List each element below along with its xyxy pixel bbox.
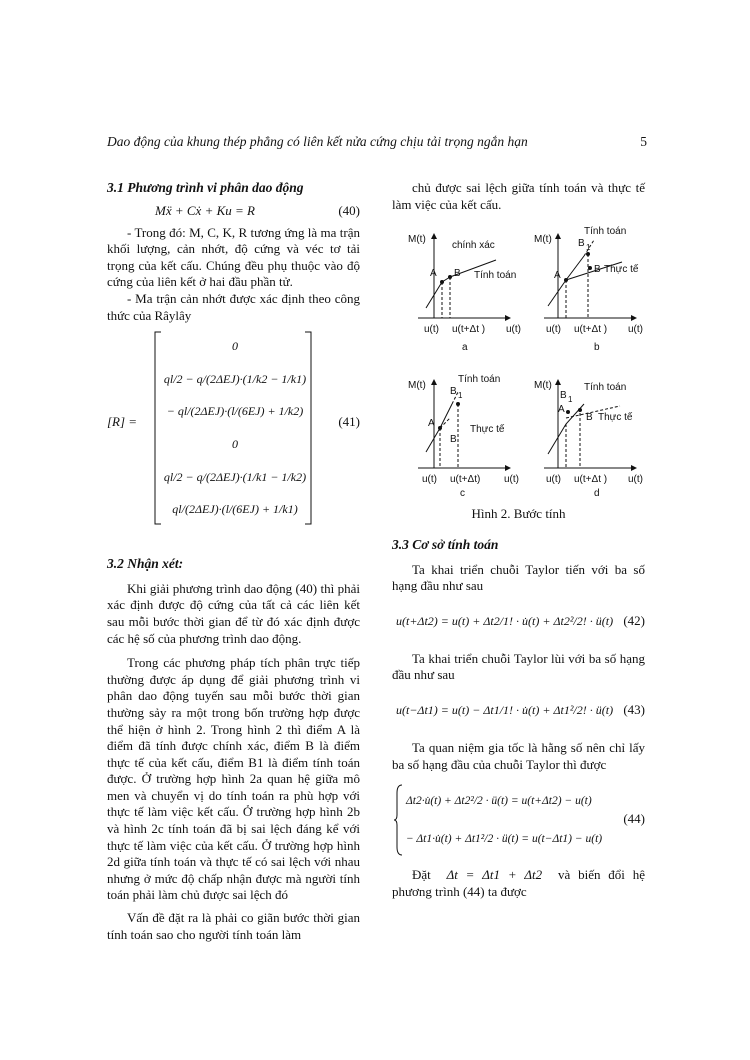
eq40-number: (40) [338, 202, 360, 218]
paragraph-remark-1: Khi giải phương trình dao động (40) thì phải xác định được độ cứng của tất cả các liên kết sau mỗi bước thời gian để từ đó xác định được các hệ số của phương trình dao động. [107, 580, 360, 646]
figure-caption: Hình 2. Bước tính [471, 506, 566, 521]
eq41-lhs: [R] = [107, 414, 138, 430]
equation-40 [107, 203, 360, 225]
eq44-number: (44) [623, 811, 645, 827]
panel-b-x2: u(t+Δt ) [574, 324, 608, 335]
page-number: 5 [640, 134, 647, 149]
subst-word: Đặt [412, 867, 431, 883]
eq44-brace [394, 783, 404, 857]
paragraph-taylor-forward: Ta khai triển chuỗi Taylor tiến với ba số hạng đầu như sau [392, 561, 645, 594]
panel-c-x2: u(t+Δt) [450, 474, 481, 485]
panel-c [408, 374, 519, 499]
matrix-row-3: − ql/(2ΔEJ)·(l/(6EJ) + 1/k2) [166, 404, 304, 419]
panel-c-x1: u(t) [422, 474, 437, 485]
panel-c-point-b: B [450, 434, 457, 445]
panel-a-ylabel: M(t) [408, 234, 426, 245]
panel-b-sub1: 1 [586, 243, 591, 252]
panel-b-x1: u(t) [546, 324, 561, 335]
panel-d-point-a: A [558, 404, 565, 415]
panel-a-exact-label: chính xác [452, 240, 495, 251]
panel-d-letter: d [594, 488, 600, 499]
matrix-row-6: ql/(2ΔEJ)·(l/(6EJ) + 1/k1) [172, 502, 298, 517]
panel-b-ylabel: M(t) [534, 234, 552, 245]
panel-d-point-b1: B [560, 390, 567, 401]
panel-a [408, 234, 521, 353]
section-3-2-title: 3.2 Nhận xét: [107, 556, 184, 572]
paragraph-remark-2: Trong các phương pháp tích phân trực tiếp thường được áp dụng để giải phương trình vi phân dao động tuyến sau mỗi bước thời gian thường sảy ra một trong bốn trường hợp được thể hiện ở hình 2. Trong hình 2 thì điểm A là điểm đã tính được chính xác, điểm B là điểm thực tế của kết cấu, điểm B1 là điểm tính toán được. Ở trường hợp hình 2a quan hệ giữa mô men và chuyển vị do tính toán ra phù hợp với thực tế làm việc kết cấu. Ở trường hợp hình 2b và hình 2c tính toán đã bị sai lệch đáng kể với thực tế làm việc của kết cấu. Ở trường hợp hình 2d giữa tính toán và thực tế có sai lệch với nhau nhưng ở mức độ chấp nhận được mà người tính toán phải làm chủ được sai lệch đó [107, 655, 360, 903]
paragraph-acceleration: Ta quan niệm gia tốc là hằng số nên chỉ lấy ba số hạng đầu của chuỗi Taylor thì được [392, 739, 645, 772]
panel-a-x2: u(t+Δt ) [452, 324, 486, 335]
panel-c-calc-label: Tính toán [458, 374, 501, 385]
paragraph-matrices: - Trong đó: M, C, K, R tương ứng là ma trận khối lượng, cản nhớt, độ cứng và véc tơ tải trọng của kết cấu. Chúng đều phụ thuộc vào độ cứng của liên kết ở hai đầu phần tử. [107, 224, 360, 290]
panel-c-point-a: A [428, 418, 435, 429]
eq44-line-1: Δt2·u̇(t) + Δt2²/2 · ü(t) = u(t+Δt2) − u(t) [406, 795, 592, 808]
panel-a-x1: u(t) [424, 324, 439, 335]
paragraph-rayleigh: - Ma trận cản nhớt được xác định theo công thức của Râylây [107, 290, 360, 323]
eq42-number: (42) [623, 612, 645, 628]
panel-b-calc-label: Tính toán [584, 226, 627, 237]
panel-d-actual-label: Thực tế [598, 412, 633, 423]
matrix-row-2: ql/2 − q/(2ΔEJ)·(1/k2 − 1/k1) [163, 371, 307, 386]
panel-c-ylabel: M(t) [408, 380, 426, 391]
panel-a-point-a: A [430, 268, 437, 279]
panel-b-point-a: A [554, 270, 561, 281]
panel-d-calc-label: Tính toán [584, 382, 627, 393]
panel-c-letter: c [460, 488, 465, 499]
eq41-number: (41) [338, 414, 360, 430]
panel-a-point-b: B [454, 268, 461, 279]
section-3-1-title: 3.1 Phương trình vi phân dao động [107, 180, 304, 195]
panel-b [534, 226, 643, 353]
panel-b-actual-label: Thực tế [604, 264, 639, 275]
panel-c-actual-label: Thực tế [470, 424, 505, 435]
panel-b-point-b: B [594, 264, 601, 275]
running-title: Dao động của khung thép phẳng có liên kết nửa cứng chịu tải trọng ngắn hạn [107, 134, 528, 149]
right-column-lower [392, 537, 645, 900]
eq40-text: Mẍ + Cẋ + Ku = R [155, 202, 255, 218]
running-header [107, 134, 647, 150]
panel-b-xlabel: u(t) [628, 324, 643, 335]
section-3-3-title: 3.3 Cơ sở tính toán [392, 537, 499, 552]
panel-a-calc-label: Tính toán [474, 270, 517, 281]
subst-equation: Δt = Δt1 + Δt2 [446, 867, 543, 883]
panel-a-xlabel: u(t) [506, 324, 521, 335]
panel-d-x2: u(t+Δt ) [574, 474, 608, 485]
panel-d-sub1: 1 [568, 395, 573, 404]
matrix-row-4: 0 [232, 436, 238, 451]
eq43-number: (43) [623, 701, 645, 717]
panel-d-x1: u(t) [546, 474, 561, 485]
eq42-text: u(t+Δt2) = u(t) + Δt2/1! · u̇(t) + Δt2²/2! · ü(t) [396, 613, 614, 628]
equation-44 [392, 779, 645, 861]
equation-43 [392, 690, 645, 734]
panel-c-sub1: 1 [458, 391, 463, 400]
paragraph-remark-3: Vấn đề đặt ra là phải co giãn bước thời gian tính toán sao cho người tính toán làm [107, 910, 360, 942]
left-column [107, 180, 360, 943]
matrix-row-1: 0 [232, 339, 238, 354]
subst-rest: và biến đổi hệ phương trình (44) ta được [392, 867, 645, 899]
panel-b-point-b1: B [578, 238, 585, 249]
panel-c-point-b1: B [450, 386, 457, 397]
paragraph-control: chủ được sai lệch giữa tính toán và thực tế làm việc của kết cấu. [392, 180, 645, 212]
panel-b-letter: b [594, 342, 600, 353]
equation-42 [392, 601, 645, 645]
matrix-row-5: ql/2 − q/(2ΔEJ)·(1/k1 − 1/k2) [163, 469, 307, 484]
eq43-text: u(t−Δt1) = u(t) − Δt1/1! · u̇(t) + Δt1²/2! · ü(t) [396, 702, 614, 717]
equation-41 [107, 328, 360, 528]
panel-d-ylabel: M(t) [534, 380, 552, 391]
right-column [392, 180, 645, 213]
panel-c-xlabel: u(t) [504, 474, 519, 485]
paragraph-substitution [392, 867, 645, 900]
paragraph-taylor-backward: Ta khai triển chuỗi Taylor lùi với ba số hạng đầu như sau [392, 650, 645, 683]
panel-d-point-b: B [586, 412, 593, 423]
eq44-line-2: − Δt1·u̇(t) + Δt1²/2 · ü(t) = u(t−Δt1) − u(t) [406, 833, 603, 846]
panel-d [534, 380, 643, 499]
panel-d-xlabel: u(t) [628, 474, 643, 485]
panel-a-letter: a [462, 342, 468, 353]
figure-2 [388, 222, 650, 502]
